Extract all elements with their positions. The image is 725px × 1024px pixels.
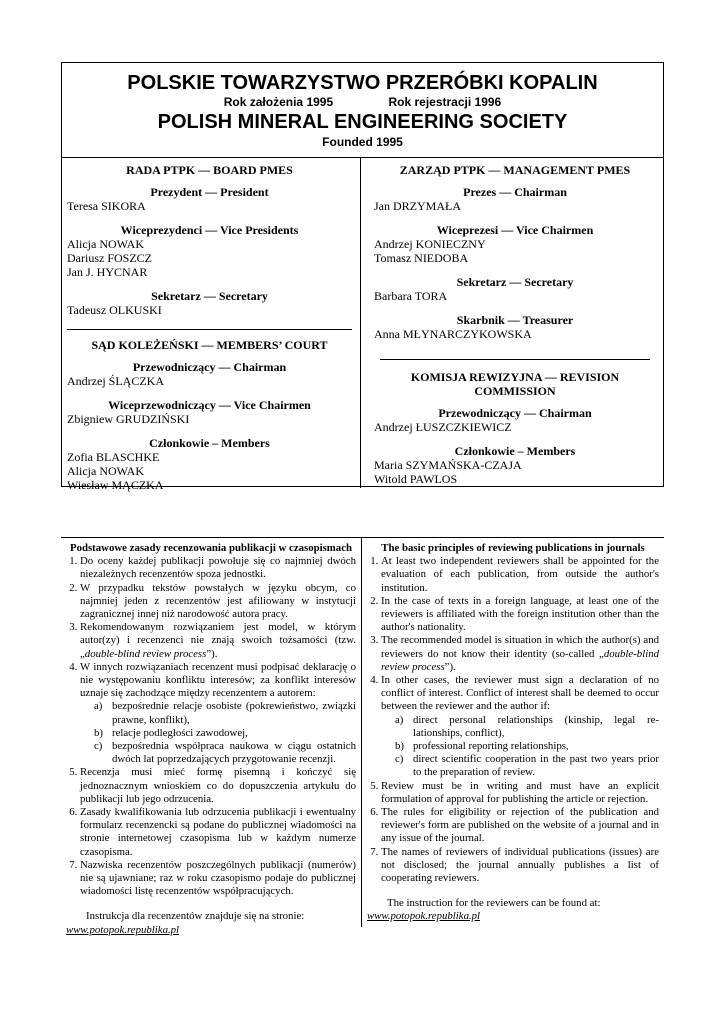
conflict-item <box>395 740 659 753</box>
board-vice-1: Alicja NOWAK <box>67 237 144 251</box>
review-item-text: Rekomendowanym rozwiązaniem jest model, w którym autor(zy) i recenzenci nie znają swoich tożsamości (tzw. „ <box>80 621 356 660</box>
reviewer-instruction-en: The instruction for the reviewers can be found at: <box>387 897 601 910</box>
conflict-text: relacje podległości zawodowej, <box>112 726 248 739</box>
conflict-marker: a) <box>395 713 404 726</box>
court-vice-role: Wiceprzewodniczący — Vice Chairmen <box>108 398 311 412</box>
review-item: 6. The rules for eligibility or rejection of the publication and reviewer's form are published on the website of a journal and in any issue of the journal. <box>381 806 659 846</box>
conflict-list-en <box>381 714 659 780</box>
society-header <box>62 63 663 158</box>
review-title-en: The basic principles of reviewing publications in journals <box>381 542 645 554</box>
board-secretary-role: Sekretarz — Secretary <box>151 289 268 303</box>
column-divider <box>360 157 361 488</box>
court-member-1: Zofia BLASCHKE <box>67 450 160 464</box>
court-chair: Andrzej ŚLĄCZKA <box>67 374 164 388</box>
section-separator <box>67 329 352 330</box>
conflict-marker: c) <box>395 753 404 766</box>
conflict-marker: a) <box>94 700 103 713</box>
society-info-frame <box>61 62 664 492</box>
revision-members-role: Członkowie – Members <box>454 444 576 458</box>
review-item-emphasis: double-blind review process <box>84 647 207 660</box>
management-treasurer: Anna MŁYNARCZYKOWSKA <box>374 327 532 341</box>
review-item: 6. Zasady kwalifikowania lub odrzucenia publikacji i ewentualny formularz recenzencki są podane do publicznej wiadomości na stronie internetowej czasopisma lub w każdym numerze czasopisma. <box>80 806 356 859</box>
board-vice-3: Jan J. HYCNAR <box>67 265 148 279</box>
review-item: 7. The names of reviewers of individual publications (issues) are not disclosed; the journal annually publishes a list of cooperating reviewers. <box>381 846 659 886</box>
conflict-text: direct personal relationships (kinship, legal re-lationships, conflict), <box>413 713 659 739</box>
review-item-text: The recommended model is situation in which the author(s) and reviewers do not know their identity (so-called „ <box>381 634 659 660</box>
review-title-pl: Podstawowe zasady recenzowania publikacji w czasopismach <box>69 542 353 554</box>
review-item-text: ”). <box>206 647 218 660</box>
review-principles-en <box>367 542 659 924</box>
right-column <box>374 163 656 486</box>
society-founded-en: Founded 1995 <box>322 135 403 149</box>
conflict-list-pl <box>80 700 356 766</box>
conflict-item <box>94 726 356 740</box>
review-item-text: W innych rozwiązaniach recenzent musi podpisać deklarację o nie występowaniu konfliktu interesów; za konflikt interesów uznaje się zachodzące między recenzentem a autorem: <box>80 660 356 700</box>
review-item: 5. Review must be in writing and must have an explicit formulation of approval for publishing the article or rejection. <box>381 780 659 806</box>
conflict-item <box>395 713 659 740</box>
court-member-3: Wiesław MĄCZKA <box>67 478 164 492</box>
management-vice-2: Tomasz NIEDOBA <box>374 251 469 265</box>
review-list-en <box>367 555 659 885</box>
conflict-text: bezpośrednia współpraca naukowa w ciągu ostatnich dwóch lat poprzedzających przygotowanie recenzji. <box>112 740 356 766</box>
year-registered-pl: Rok rejestracji 1996 <box>388 95 502 109</box>
conflict-text: professional reporting relationships, <box>413 740 569 753</box>
revision-chair: Andrzej ŁUSZCZKIEWICZ <box>374 420 512 434</box>
management-secretary: Barbara TORA <box>374 289 448 303</box>
reviewer-instruction-link-pl[interactable]: www.potopok.republika.pl <box>66 923 180 936</box>
conflict-marker: b) <box>94 726 103 739</box>
year-founded-pl: Rok założenia 1995 <box>223 95 334 109</box>
board-vice-2: Dariusz FOSZCZ <box>67 251 152 265</box>
conflict-marker: c) <box>94 740 103 753</box>
review-item: 2. In the case of texts in a foreign language, at least one of the reviewers is affiliated with the foreign institution other than the author's nationality. <box>381 595 659 635</box>
court-heading: SĄD KOLEŻEŃSKI — MEMBERS’ COURT <box>91 338 328 352</box>
management-chair-role: Prezes — Chairman <box>463 185 567 199</box>
board-secretary: Tadeusz OLKUSKI <box>67 303 162 317</box>
review-item <box>80 621 356 661</box>
review-item: 2. W przypadku tekstów powstałych w języku obcym, co najmniej jeden z recenzentów jest afiliowany w instytucji zagranicznej innej niż narodowość autora pracy. <box>80 582 356 622</box>
management-chair: Jan DRZYMAŁA <box>374 199 461 213</box>
review-principles-pl <box>66 542 356 937</box>
court-members-role: Członkowie – Members <box>149 436 270 450</box>
review-list-pl <box>66 555 356 898</box>
society-title-pl: POLSKIE TOWARZYSTWO PRZERÓBKI KOPALIN <box>127 72 598 94</box>
review-item <box>381 674 659 780</box>
review-item <box>381 634 659 674</box>
conflict-item <box>395 753 659 779</box>
court-vice: Zbigniew GRUDZIŃSKI <box>67 412 190 426</box>
review-column-divider <box>361 537 362 927</box>
board-president: Teresa SIKORA <box>67 199 146 213</box>
board-heading: RADA PTPK — BOARD PMES <box>126 163 293 177</box>
review-item-emphasis: double-blind review process <box>381 647 659 673</box>
review-item: 7. Nazwiska recenzentów poszczególnych publikacji (numerów) nie są ujawniane; raz w roku czasopismo podaje do publicznej wiadomości listę recenzentów współpracujących. <box>80 859 356 899</box>
court-chair-role: Przewodniczący — Chairman <box>132 360 287 374</box>
conflict-item <box>94 700 356 726</box>
review-item: 5. Recenzja musi mieć formę pisemną i kończyć się jednoznacznym wnioskiem co do dopuszczenia artykułu do publikacji lub jego odrzucenia. <box>80 766 356 806</box>
management-treasurer-role: Skarbnik — Treasurer <box>456 313 574 327</box>
conflict-item <box>94 740 356 766</box>
management-secretary-role: Sekretarz — Secretary <box>456 275 574 289</box>
management-vice-role: Wiceprezesi — Vice Chairmen <box>436 223 594 237</box>
review-item: 1. Do oceny każdej publikacji powołuje się co najmniej dwóch niezależnych recenzentów spoza jednostki. <box>80 555 356 581</box>
review-item: 1. At least two independent reviewers shall be appointed for the evaluation of each publication, from outside the author's institution. <box>381 555 659 595</box>
revision-member-1: Maria SZYMAŃSKA-CZAJA <box>374 458 522 472</box>
society-years <box>62 95 663 109</box>
review-section-top-rule <box>61 537 664 538</box>
board-vice-role: Wiceprezydenci — Vice Presidents <box>120 223 299 237</box>
revision-heading: KOMISJA REWIZYJNA — REVISION COMMISSION <box>410 370 620 398</box>
revision-chair-role: Przewodniczący — Chairman <box>438 406 592 420</box>
review-item <box>80 661 356 767</box>
review-item-text: In other cases, the reviewer must sign a declaration of no conflict of interest. Conflict of interest shall be deemed to occur between the reviewer and the author if: <box>381 674 659 713</box>
reviewer-instruction-pl: Instrukcja dla recenzentów znajduje się na stronie: <box>86 910 305 923</box>
revision-member-2: Witold PAWLOS <box>374 472 458 486</box>
review-item-text: ”). <box>444 660 456 673</box>
conflict-marker: b) <box>395 740 404 753</box>
board-president-role: Prezydent — President <box>150 185 269 199</box>
reviewer-instruction-link-en[interactable]: www.potopok.republika.pl <box>367 910 481 923</box>
section-separator <box>380 359 650 360</box>
left-column <box>67 163 352 492</box>
management-heading: ZARZĄD PTPK — MANAGEMENT PMES <box>399 163 631 177</box>
management-vice-1: Andrzej KONIECZNY <box>374 237 486 251</box>
conflict-text: bezpośrednie relacje osobiste (pokrewieństwo, związki prawne, konflikt), <box>112 700 356 726</box>
society-title-en: POLISH MINERAL ENGINEERING SOCIETY <box>157 111 568 133</box>
conflict-text: direct scientific cooperation in the past two years prior to the preparation of review. <box>413 753 659 779</box>
court-member-2: Alicja NOWAK <box>67 464 144 478</box>
